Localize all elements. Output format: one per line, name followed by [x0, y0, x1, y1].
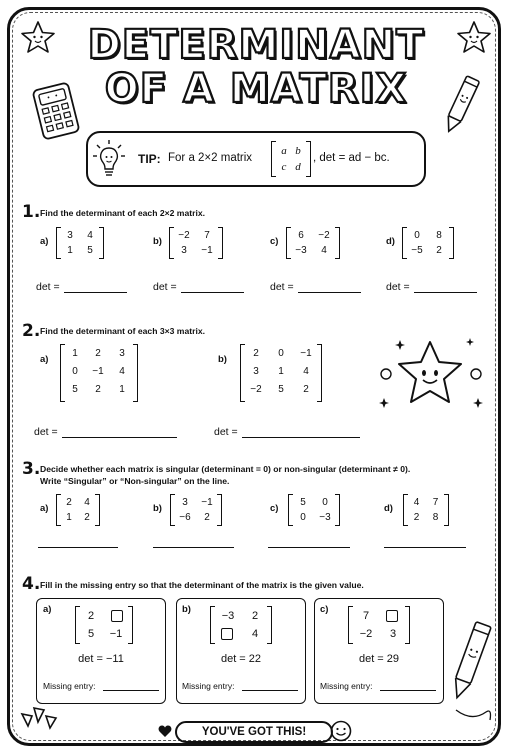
- s1-answer-line-c[interactable]: [298, 292, 361, 293]
- s4-item-b-label: b): [182, 604, 191, 615]
- pencil-icon: [436, 70, 486, 140]
- s1-answer-line-a[interactable]: [64, 292, 127, 293]
- s1-det-label-a: det =: [36, 281, 60, 293]
- s4-item-c-label: c): [320, 604, 329, 615]
- section-3-instruction-1: Decide whether each matrix is singular (determinant = 0) or non-singular (determinant ≠ 0).: [40, 464, 411, 474]
- s2-matrix-a: 1 2 3 0 −1 4 5 2 1: [60, 344, 138, 402]
- s3-matrix-a: 2 4 1 2: [56, 494, 100, 526]
- s1-det-label-c: det =: [270, 281, 294, 293]
- s2-det-label-a: det =: [34, 426, 58, 438]
- section-1-instruction: Find the determinant of each 2×2 matrix.: [40, 208, 205, 218]
- section-3-instruction-2: Write “Singular” or “Non-singular” on the line.: [40, 476, 230, 486]
- s3-matrix-d: 4 7 2 8: [403, 494, 449, 526]
- s2-item-a-label: a): [40, 354, 49, 365]
- s1-matrix-b: −2 7 3 −1: [169, 227, 223, 259]
- s1-item-c-label: c): [270, 236, 279, 247]
- section-2-instruction: Find the determinant of each 3×3 matrix.: [40, 326, 205, 336]
- s2-matrix-b: 2 0 −1 3 1 4 −2 5 2: [240, 344, 322, 402]
- s1-item-d-label: d): [386, 236, 395, 247]
- s3-answer-line-b[interactable]: [153, 547, 234, 548]
- s3-matrix-b: 3 −1 −6 2: [170, 494, 222, 526]
- title-line-1: DETERMINANT: [87, 22, 425, 68]
- s1-matrix-c: 6 −2 −3 4: [286, 227, 340, 259]
- sparkle-icon: [379, 338, 483, 408]
- title-line-2: OF A MATRIX: [104, 66, 408, 112]
- s1-matrix-d: 0 8 −5 2: [402, 227, 454, 259]
- tip-text-before: For a 2×2 matrix: [168, 152, 253, 164]
- sparkle-icon: [18, 704, 58, 734]
- star-icon: [456, 20, 492, 54]
- s3-item-c-label: c): [270, 503, 279, 514]
- pencil-icon: [442, 612, 498, 728]
- s4-answer-line-b[interactable]: [242, 690, 298, 691]
- encouragement-banner: YOU'VE GOT THIS!: [175, 721, 333, 743]
- s4-matrix-b: −3 2 4: [210, 606, 272, 644]
- missing-entry-box[interactable]: [111, 610, 123, 622]
- s2-answer-line-a[interactable]: [62, 437, 177, 438]
- s1-answer-line-d[interactable]: [414, 292, 477, 293]
- s4-det-b: det = 22: [220, 653, 262, 665]
- tip-label: TIP:: [138, 152, 161, 166]
- s4-missing-label-a: Missing entry:: [43, 681, 96, 691]
- star-icon: [20, 20, 56, 54]
- s3-item-d-label: d): [384, 503, 393, 514]
- section-1-number: 1.: [22, 202, 41, 222]
- s3-answer-line-c[interactable]: [268, 547, 350, 548]
- s4-answer-line-a[interactable]: [103, 690, 159, 691]
- missing-entry-box[interactable]: [386, 610, 398, 622]
- tip-matrix: a b c d: [271, 141, 311, 177]
- smiling-star-icon: [374, 336, 490, 414]
- s4-det-c: det = 29: [358, 653, 400, 665]
- s3-matrix-c: 5 0 0 −3: [288, 494, 340, 526]
- s3-answer-line-d[interactable]: [384, 547, 466, 548]
- s1-item-a-label: a): [40, 236, 49, 247]
- section-3-number: 3.: [22, 459, 41, 479]
- s4-matrix-c: 7 −2 3: [348, 606, 410, 644]
- s4-det-a: det = −11: [78, 653, 124, 665]
- s4-answer-line-c[interactable]: [380, 690, 436, 691]
- s3-item-a-label: a): [40, 503, 49, 514]
- missing-entry-box[interactable]: [221, 628, 233, 640]
- s4-item-a-label: a): [43, 604, 52, 615]
- section-4-number: 4.: [22, 574, 41, 594]
- s3-answer-line-a[interactable]: [38, 547, 118, 548]
- s2-det-label-b: det =: [214, 426, 238, 438]
- s2-item-b-label: b): [218, 354, 227, 365]
- s1-det-label-b: det =: [153, 281, 177, 293]
- calculator-icon: [30, 80, 82, 142]
- s1-item-b-label: b): [153, 236, 162, 247]
- s3-item-b-label: b): [153, 503, 162, 514]
- heart-icon: [158, 725, 172, 738]
- section-2-number: 2.: [22, 321, 41, 341]
- s1-matrix-a: 3 4 1 5: [56, 227, 104, 259]
- s4-matrix-a: 2 5 −1: [75, 606, 133, 644]
- s1-det-label-d: det =: [386, 281, 410, 293]
- section-4-instruction: Fill in the missing entry so that the determinant of the matrix is the given value.: [40, 580, 364, 590]
- s2-answer-line-b[interactable]: [242, 437, 360, 438]
- smiley-icon: [330, 720, 352, 742]
- s4-missing-label-b: Missing entry:: [182, 681, 235, 691]
- lightbulb-icon: [92, 138, 126, 182]
- s1-answer-line-b[interactable]: [181, 292, 244, 293]
- tip-text-after: , det = ad − bc.: [313, 152, 390, 164]
- s4-missing-label-c: Missing entry:: [320, 681, 373, 691]
